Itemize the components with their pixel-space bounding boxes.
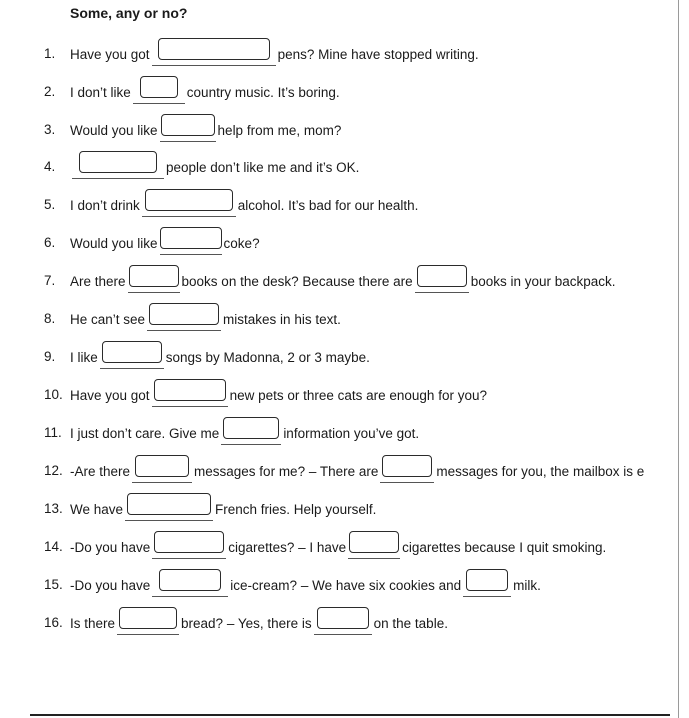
answer-input-box[interactable] — [466, 569, 508, 591]
item-number: 2. — [44, 84, 56, 99]
sentence-text: We have — [70, 501, 124, 517]
sentence-text: mistakes in his text. — [223, 311, 341, 327]
sentence-text: alcohol. It’s bad for our health. — [237, 197, 419, 213]
page-bottom-line — [30, 714, 670, 716]
sentence-text: bread? – Yes, there is — [181, 615, 312, 631]
item-number: 7. — [44, 273, 56, 288]
sentence-text: books in your backpack. — [470, 273, 616, 289]
answer-blank — [348, 535, 400, 559]
item-number: 12. — [44, 463, 63, 478]
answer-input-box[interactable] — [160, 227, 222, 249]
answer-input-box[interactable] — [79, 151, 157, 173]
item-sentence — [70, 421, 419, 445]
sentence-text: books on the desk? Because there are — [181, 273, 413, 289]
item-sentence — [70, 573, 541, 597]
sentence-text: Is there — [70, 615, 116, 631]
item-number: 9. — [44, 349, 56, 364]
sentence-text: milk. — [513, 577, 541, 593]
item-number: 16. — [44, 615, 63, 630]
sentence-text: messages for me? – There are — [194, 463, 379, 479]
sentence-text: Would you like — [70, 235, 158, 251]
answer-blank — [132, 459, 192, 483]
item-number: 5. — [44, 197, 56, 212]
item-sentence — [70, 269, 616, 293]
sentence-text: -Do you have — [70, 539, 151, 555]
sentence-text: pens? Mine have stopped writing. — [277, 46, 479, 62]
answer-input-box[interactable] — [145, 189, 233, 211]
answer-blank — [125, 497, 213, 521]
answer-input-box[interactable] — [382, 455, 432, 477]
answer-input-box[interactable] — [129, 265, 179, 287]
item-sentence — [70, 459, 644, 483]
answer-blank — [380, 459, 434, 483]
item-number: 4. — [44, 159, 56, 174]
answer-input-box[interactable] — [154, 379, 226, 401]
answer-blank — [415, 269, 469, 293]
sentence-text: -Are there — [70, 463, 131, 479]
item-number: 13. — [44, 501, 63, 516]
sentence-text: country music. It’s boring. — [186, 84, 340, 100]
sentence-text: songs by Madonna, 2 or 3 maybe. — [165, 349, 370, 365]
answer-input-box[interactable] — [127, 493, 211, 515]
item-sentence — [70, 535, 606, 559]
sentence-text: cigarettes because I quit smoking. — [402, 539, 607, 555]
item-sentence — [70, 383, 487, 407]
answer-input-box[interactable] — [317, 607, 369, 629]
answer-blank — [463, 573, 511, 597]
sentence-text: people don’t like me and it’s OK. — [166, 159, 360, 175]
answer-blank — [72, 155, 164, 179]
sentence-text: -Do you have — [70, 577, 151, 593]
worksheet-title: Some, any or no? — [70, 5, 188, 21]
answer-blank — [100, 345, 164, 369]
sentence-text: information you’ve got. — [283, 425, 420, 441]
answer-input-box[interactable] — [417, 265, 467, 287]
item-sentence — [70, 497, 376, 521]
answer-blank — [147, 307, 221, 331]
answer-blank — [152, 573, 228, 597]
answer-blank — [152, 42, 276, 66]
item-sentence — [70, 80, 340, 104]
sentence-text: He can’t see — [70, 311, 146, 327]
item-number: 3. — [44, 122, 56, 137]
answer-input-box[interactable] — [223, 417, 279, 439]
item-number: 15. — [44, 577, 63, 592]
answer-input-box[interactable] — [135, 455, 189, 477]
answer-input-box[interactable] — [119, 607, 177, 629]
item-sentence — [70, 193, 418, 217]
sentence-text: French fries. Help yourself. — [215, 501, 377, 517]
item-number: 6. — [44, 235, 56, 250]
answer-blank — [160, 231, 222, 255]
item-number: 14. — [44, 539, 63, 554]
sentence-text: Have you got — [70, 387, 150, 403]
sentence-text: I don’t drink — [70, 197, 140, 213]
answer-blank — [160, 118, 216, 142]
item-number: 8. — [44, 311, 56, 326]
item-sentence — [70, 611, 448, 635]
answer-input-box[interactable] — [102, 341, 162, 363]
sentence-text: messages for you, the mailbox is e — [436, 463, 645, 479]
item-sentence — [70, 118, 341, 142]
item-sentence — [70, 155, 359, 179]
sentence-text: new pets or three cats are enough for you? — [229, 387, 487, 403]
item-sentence — [70, 345, 370, 369]
sentence-text: I like — [70, 349, 98, 365]
answer-blank — [117, 611, 179, 635]
answer-input-box[interactable] — [154, 531, 224, 553]
item-number: 11. — [44, 425, 62, 440]
sentence-text: Would you like — [70, 122, 158, 138]
answer-blank — [152, 535, 226, 559]
item-sentence — [70, 231, 260, 255]
answer-input-box[interactable] — [149, 303, 219, 325]
answer-blank — [152, 383, 228, 407]
answer-blank — [221, 421, 281, 445]
item-number: 1. — [44, 46, 56, 61]
sentence-text: Have you got — [70, 46, 150, 62]
answer-input-box[interactable] — [349, 531, 399, 553]
answer-blank — [133, 80, 185, 104]
answer-blank — [128, 269, 180, 293]
sentence-text: Are there — [70, 273, 126, 289]
item-number: 10. — [44, 387, 63, 402]
sentence-text: cigarettes? – I have — [228, 539, 347, 555]
sentence-text: help from me, mom? — [217, 122, 342, 138]
item-sentence — [70, 307, 341, 331]
sentence-text: I don’t like — [70, 84, 131, 100]
sentence-text: coke? — [223, 235, 260, 251]
item-sentence — [70, 42, 479, 66]
sentence-text: ice-cream? – We have six cookies and — [230, 577, 462, 593]
answer-input-box[interactable] — [161, 114, 215, 136]
answer-blank — [142, 193, 236, 217]
answer-blank — [314, 611, 372, 635]
sentence-text: I just don’t care. Give me — [70, 425, 220, 441]
answer-input-box[interactable] — [158, 38, 270, 60]
answer-input-box[interactable] — [159, 569, 221, 591]
sentence-text: on the table. — [373, 615, 448, 631]
answer-input-box[interactable] — [140, 76, 178, 98]
page-edge-line — [678, 0, 679, 718]
